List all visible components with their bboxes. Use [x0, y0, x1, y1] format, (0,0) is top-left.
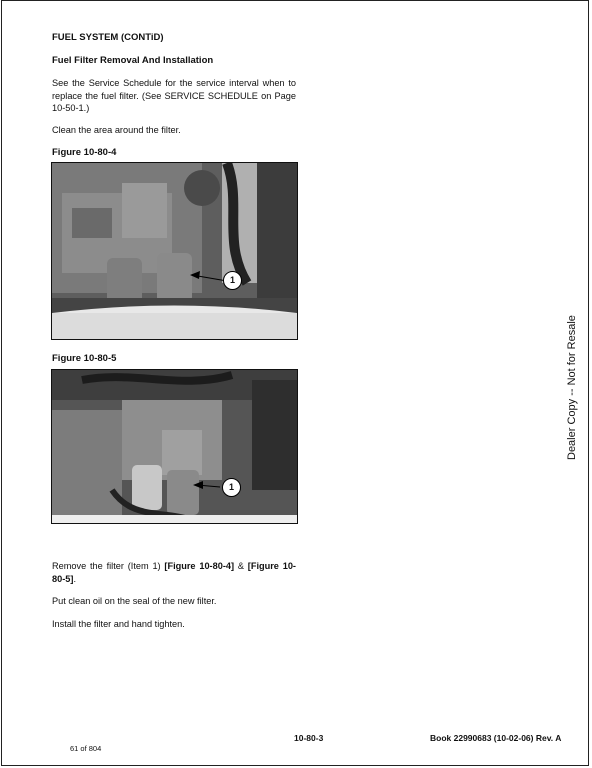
oil-seal-paragraph: Put clean oil on the seal of the new filter.: [52, 596, 217, 606]
figure-ref-1[interactable]: [Figure 10-80-4]: [164, 561, 235, 571]
clean-area-paragraph: Clean the area around the filter.: [52, 125, 181, 135]
ref-end: .: [73, 573, 77, 584]
section-title: FUEL SYSTEM (CONTiD): [52, 32, 164, 43]
dealer-copy-note: Dealer Copy -- Not for Resale: [566, 315, 578, 460]
subsection-title: Fuel Filter Removal And Installation: [52, 55, 214, 66]
figure-2-photo: [51, 369, 298, 524]
remove-filter-paragraph: [52, 560, 296, 585]
pdf-page-counter: 61 of 804: [70, 744, 102, 753]
footer-page-number: 10-80-3: [294, 733, 324, 743]
footer-book-reference: Book 22990683 (10-02-06) Rev. A: [430, 733, 562, 743]
figure-2-title: Figure 10-80-5: [52, 353, 117, 364]
service-interval-paragraph: See the Service Schedule for the service interval when to replace the fuel filter. (See SERVICE SCHEDULE on Page 10-50-1.): [52, 78, 296, 113]
figure-1-title: Figure 10-80-4: [52, 147, 117, 158]
remove-filter-text: Remove the filter (Item 1): [52, 561, 165, 571]
ref-separator: &: [234, 561, 248, 571]
figure-1-callout: 1: [223, 271, 242, 290]
install-filter-paragraph: Install the filter and hand tighten.: [52, 619, 185, 629]
figure-1-photo: [51, 162, 298, 340]
figure-2-callout: 1: [222, 478, 241, 497]
figure-ref-2[interactable]: [Figure 10-80-5]: [52, 561, 296, 584]
